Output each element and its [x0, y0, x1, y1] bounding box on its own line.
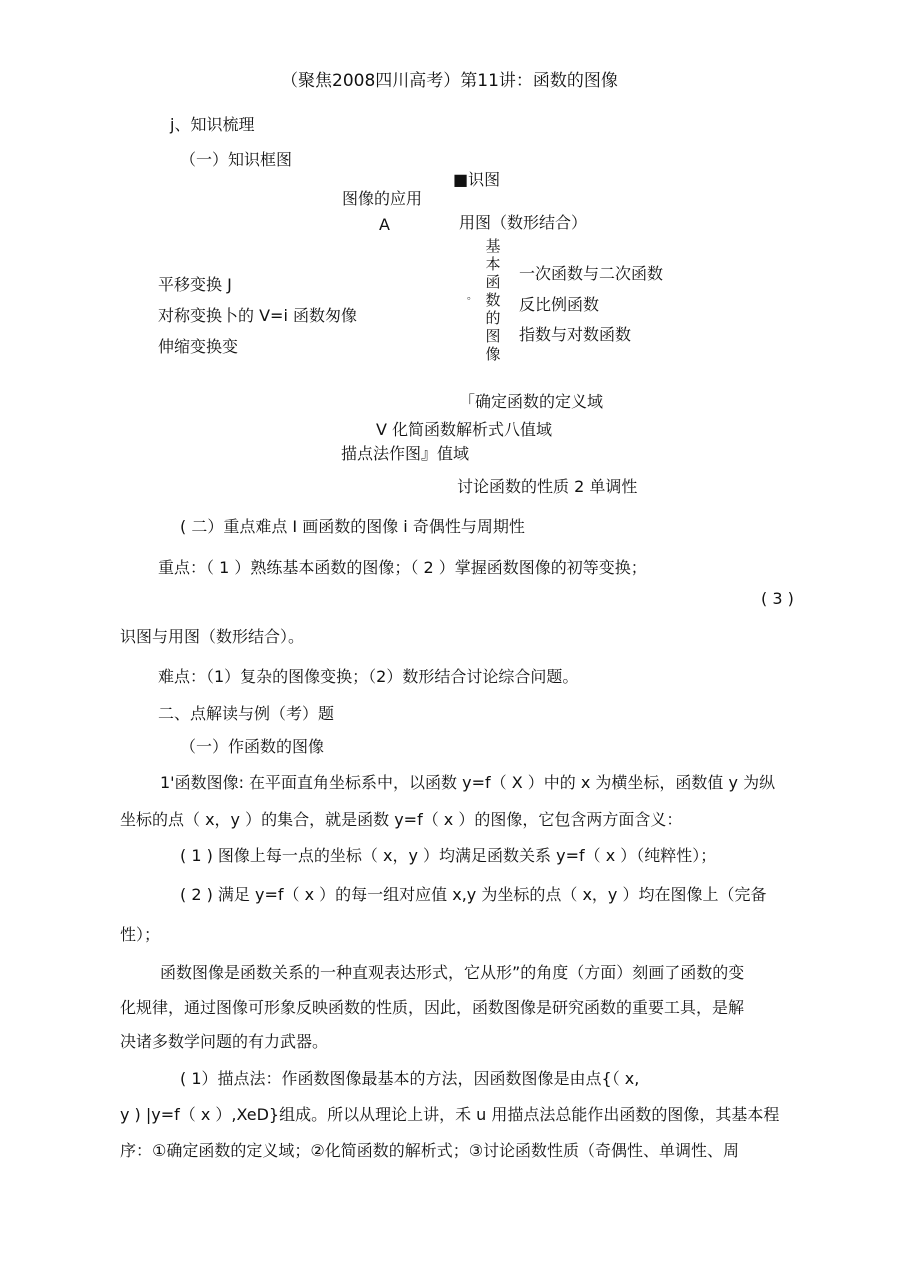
focus-line: 重点：（ 1 ）熟练基本函数的图像；（ 2 ）掌握函数图像的初等变换；: [158, 558, 647, 577]
diagram-arrow-a: A: [379, 215, 390, 234]
diagram-plotting: 描点法作图』值域: [341, 444, 470, 463]
diagram-basic-functions-vertical: 基 本 函 数 的 图 像: [485, 237, 501, 363]
paragraph-1-line-1: 1'函数图像: 在平面直角坐标系中，以函数 y=f（ X ）中的 x 为横坐标，函数值 y 为纵: [160, 773, 776, 792]
focus-item-3-number: ( 3 ): [761, 589, 794, 608]
paragraph-2-line-1: 函数图像是函数关系的一种直观表达形式，它从形”的角度（方面）刻画了函数的变: [160, 963, 745, 982]
paragraph-2-line-2: 化规律，通过图像可形象反映函数的性质，因此，函数图像是研究函数的重要工具，是解: [120, 998, 745, 1017]
diagram-properties: 讨论函数的性质 2 单调性: [457, 477, 638, 496]
diagram-inverse: 反比例函数: [519, 295, 600, 314]
page-title: （聚焦2008四川高考）第11讲：函数的图像: [281, 71, 618, 91]
paragraph-3-line-3: 序：①确定函数的定义域；②化简函数的解析式；③讨论函数性质（奇偶性、单调性、周: [120, 1141, 740, 1160]
diagram-recognize: ■识图: [453, 170, 501, 189]
paragraph-3-line-2: y ) |y=f（ x ）,XeD}组成。所以从理论上讲，禾 u 用描点法总能作出函数的图像，其基本程: [120, 1105, 780, 1124]
diagram-application: 图像的应用: [342, 189, 423, 208]
section-heading-1: j、知识梳理: [170, 115, 255, 134]
diagram-stretch: 伸缩变换变: [158, 337, 239, 356]
diagram-translate: 平移变换 J: [158, 275, 232, 294]
diagram-dot: 。: [467, 291, 477, 302]
diagram-simplify: V 化简函数解析式八值域: [376, 420, 553, 439]
subsection-heading-1: （一）知识框图: [180, 150, 293, 169]
item-2-line-2: 性）；: [120, 925, 161, 944]
keypoints-heading: ( 二）重点难点 I 画函数的图像 i 奇偶性与周期性: [180, 517, 525, 536]
section-heading-2: 二、点解读与例（考）题: [158, 704, 335, 723]
paragraph-3-line-1: ( 1）描点法：作函数图像最基本的方法，因函数图像是由点{（ x,: [180, 1069, 640, 1088]
diagram-domain: 「确定函数的定义域: [459, 392, 604, 411]
diagram-symmetric: 对称变换卜的 V=i 函数匆像: [158, 306, 357, 325]
paragraph-1-line-2: 坐标的点（ x，y ）的集合，就是函数 y=f（ x ）的图像，它包含两方面含义：: [120, 810, 683, 829]
item-2-line-1: ( 2 ) 满足 y=f（ x ）的每一组对应值 x,y 为坐标的点（ x，y ）均在图像上（完备: [180, 885, 767, 904]
difficulty-line: 难点：（1）复杂的图像变换；（2）数形结合讨论综合问题。: [158, 667, 579, 686]
paragraph-2-line-3: 决诸多数学问题的有力武器。: [120, 1032, 329, 1051]
diagram-use-graph: 用图（数形结合）: [459, 213, 588, 232]
focus-line-cont: 识图与用图（数形结合）。: [120, 627, 305, 646]
diagram-linear-quadratic: 一次函数与二次函数: [519, 264, 664, 283]
subsection-heading-2: （一）作函数的图像: [180, 737, 325, 756]
diagram-exp-log: 指数与对数函数: [519, 325, 632, 344]
item-1: ( 1 ) 图像上每一点的坐标（ x，y ）均满足函数关系 y=f（ x ）（纯粹性）；: [180, 846, 717, 865]
